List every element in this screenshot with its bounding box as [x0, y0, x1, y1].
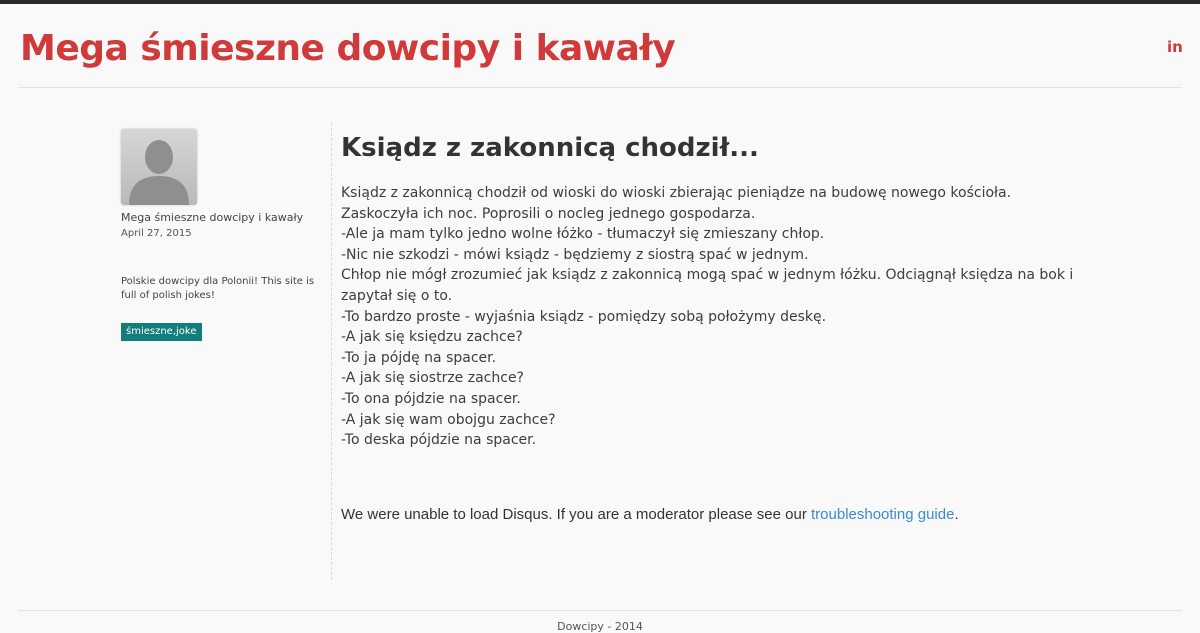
avatar[interactable] — [121, 129, 197, 205]
troubleshooting-guide-link[interactable]: troubleshooting guide — [811, 506, 955, 523]
article-line: zapytał się o to. — [341, 287, 453, 304]
author-name[interactable]: Mega śmieszne dowcipy i kawały — [121, 211, 304, 224]
article-line: Ksiądz z zakonnicą chodził od wioski do wioski zbierając pieniądze na budowę nowego kościoła. — [341, 185, 1012, 201]
post-sidebar — [121, 129, 321, 341]
post-date: April 27, 2015 — [121, 228, 192, 239]
footer-copyright: Dowcipy - 2014 — [557, 620, 643, 633]
article-line: -To ja pójdę na spacer. — [341, 349, 497, 366]
site-title[interactable]: Mega śmieszne dowcipy i kawały — [20, 28, 676, 69]
linkedin-icon[interactable]: in — [1167, 38, 1183, 56]
article-line: Chłop nie mógł zrozumieć jak ksiądz z zakonnicą mogą spać w jednym łóżku. Odciągnął księdza na bok i — [341, 267, 1074, 284]
user-silhouette-icon — [121, 129, 197, 205]
disqus-message: We were unable to load Disqus. If you are a moderator please see our — [341, 506, 811, 523]
header-divider — [18, 87, 1182, 88]
article-line: -A jak się księdzu zachce? — [341, 329, 523, 346]
article-line: -To bardzo proste - wyjaśnia ksiądz - pomiędzy sobą położymy deskę. — [341, 308, 827, 325]
article-line: -To ona pójdzie na spacer. — [341, 390, 521, 407]
footer-divider — [18, 610, 1182, 611]
article-line: -A jak się siostrze zachce? — [341, 370, 524, 387]
site-description: Polskie dowcipy dla Polonii! This site is full of polish jokes! — [121, 276, 315, 301]
article-line: -Ale ja mam tylko jedno wolne łóżko - tłumaczył się zmieszany chłop. — [341, 226, 825, 243]
disqus-suffix: . — [954, 506, 959, 523]
tag-badge[interactable]: śmieszne,joke — [121, 323, 202, 341]
article-line: -Nic nie szkodzi - mówi ksiądz - będziemy z siostrą spać w jednym. — [341, 246, 809, 263]
article-body — [341, 183, 1081, 451]
disqus-error-notice — [341, 506, 959, 523]
top-bar — [0, 0, 1200, 4]
article — [341, 133, 1081, 451]
content-divider — [331, 123, 332, 580]
article-line: -To deska pójdzie na spacer. — [341, 432, 537, 449]
article-line: Zaskoczyła ich noc. Poprosili o nocleg jednego gospodarza. — [341, 205, 756, 222]
article-title: Ksiądz z zakonnicą chodził... — [341, 133, 759, 163]
article-line: -A jak się wam obojgu zachce? — [341, 411, 556, 428]
